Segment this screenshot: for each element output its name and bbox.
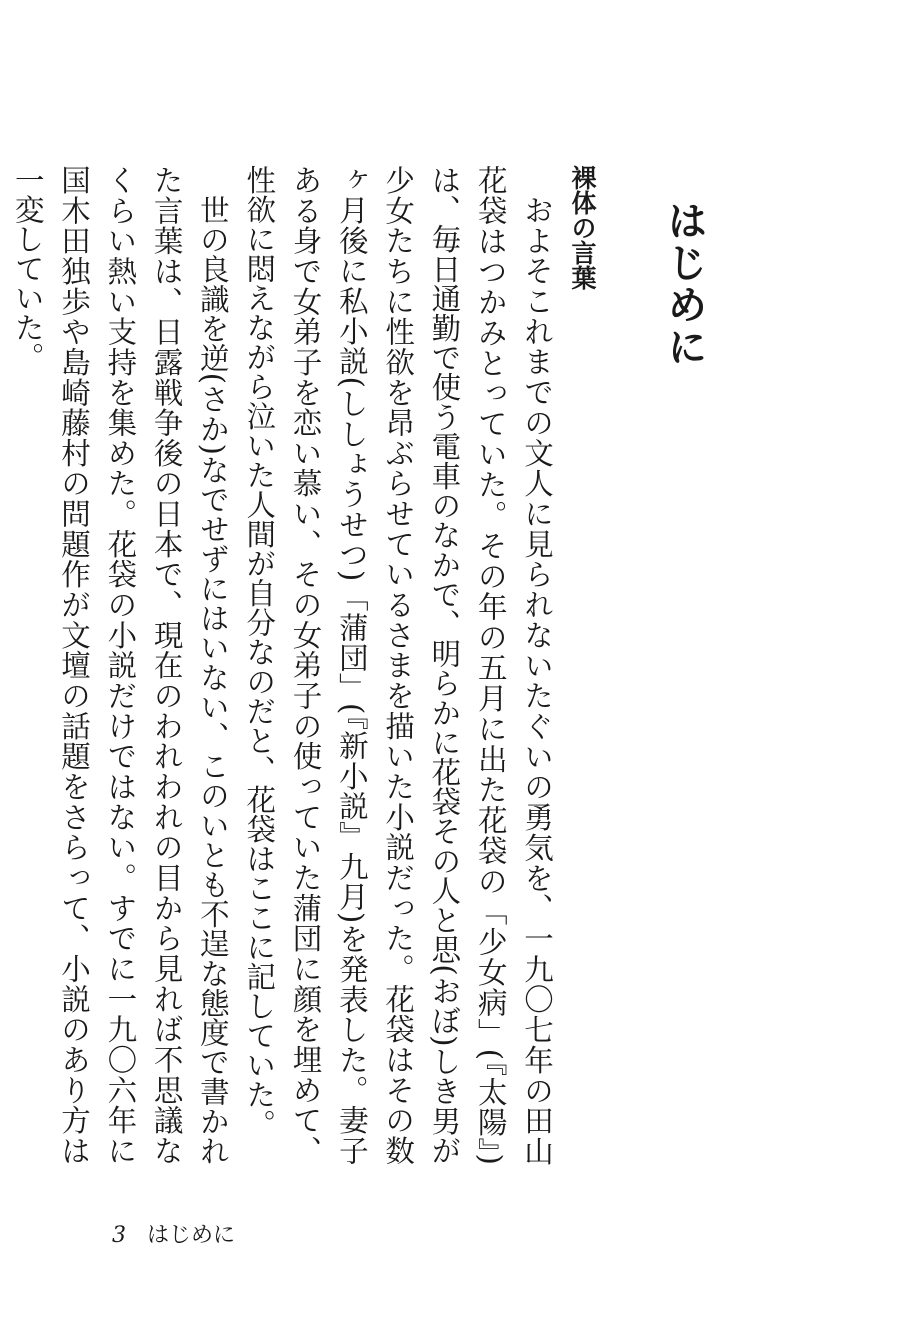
page-footer (112, 1218, 235, 1249)
body-text (0, 165, 560, 1165)
section-heading: 裸体の言葉 (568, 165, 597, 290)
chapter-title: はじめに (661, 200, 707, 368)
paragraph: 世の良識を逆(さか)なでせずにはいない、このいとも不逞な態度で書かれた言葉は、日露戦争後の日本で、現在のわれわれの目から見れば不思議なくらい熱い支持を集めた。花袋の小説だけではない。すでに一九〇六年に国木田独歩や島崎藤村の問題作が文壇の話題をさらって、小説のあり方は一変していた。 (10, 165, 230, 1165)
paragraph (0, 165, 4, 1165)
page-number: 3 (112, 1223, 126, 1248)
running-title: はじめに (147, 1223, 236, 1248)
paragraph: およそこれまでの文人に見られないたぐいの勇気を、一九〇七年の田山花袋はつかみとっていた。その年の五月に出た花袋の「少女病」(『太陽』)は、毎日通勤で使う電車のなかで、明らかに花袋その人と思(おぼ)しき男が少女たちに性欲を昂ぶらせているさまを描いた小説だった。花袋はその数ヶ月後に私小説(ししょうせつ)「蒲団」(『新小説』九月)を発表した。妻子ある身で女弟子を恋い慕い、その女弟子の使っていた蒲団に顔を埋めて、性欲に悶えながら泣いた人間が自分なのだと、花袋はここに記していた。 (242, 165, 554, 1166)
